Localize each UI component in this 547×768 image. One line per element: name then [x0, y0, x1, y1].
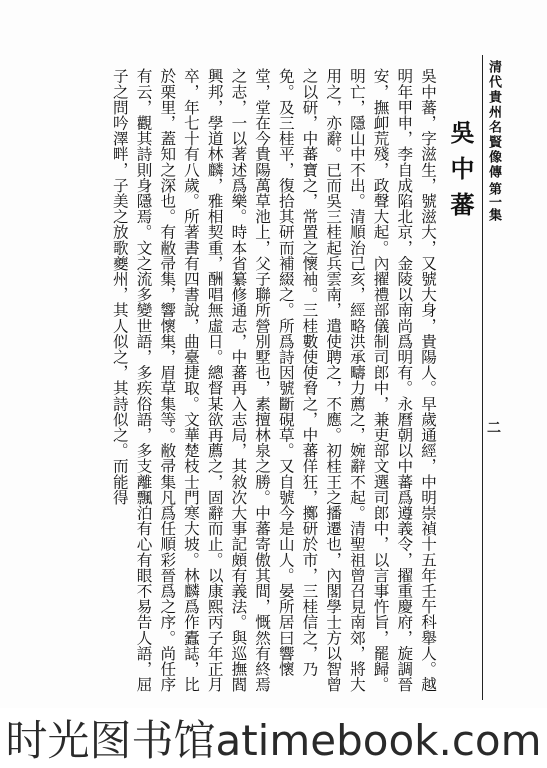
running-head-volume: 第一集 — [486, 182, 501, 221]
page-number: 二 — [485, 420, 501, 434]
watermark-banner: 时光图书馆atimebook.com — [0, 708, 547, 768]
header-divider — [482, 55, 483, 700]
article-title: 吳中蕃 — [446, 120, 475, 228]
article-body: 吳中蕃，字滋生，號滋大，又號大身，貴陽人。早歲通經，中明崇禎十五年壬午科舉人。越明年甲申，李自成陷北京，金陵以南尚爲明有。永曆朝以中蕃爲遵義令，擢重慶府，旋調晉安，撫卹荒殘，政聲大起。內擢禮部儀制司郎中，兼吏部文選司郎中，以言事忤旨，罷歸。明亡，隱山中不出。清順治己亥，經略洪承疇力薦之，婉辭不起。清聖祖曾召見南郊，將大用之，亦辭。已而吳三桂起兵雲南，遣使聘之，不應。初桂王之播遷也，內閣學士方以智曾之以研，中蕃寶之，常置之懷袖。三桂數使使脅之，中蕃佯狂，擲研於市，三桂信之，乃免。及三桂平，復拾其研而補綴之。所爲詩因號斷硯草。又自號今是山人。晏所居曰響懷堂，堂在今貴陽萬草池上，父子聯所營別墅也，素擅林泉之勝。中蕃寄傲其間，慨然有終焉之志，一以著述爲樂。時本省纂修通志，中蕃再入志局，其敘次大事記頗有義法。與巡撫閻興邦，學道林麟，雅相契重，酬唱無虛日。總督某欲再薦之，固辭而止。以康熙丙子年正月卒，年七十有八歲。所著書有四書說，曲臺捷取。文華楚枝士門寒大坡。林麟爲作蠹誌，比於栗里，蓋知之深也。有敝帚集，響懷集，眉草集等。敝帚集凡爲任順彩晉爲之序。尚任序有云，觀其詩則身隱焉。文之流多變世語，多疾俗語，多支離飄泊有心有眼不易告人語，屈子之問吟澤畔，子美之放歌夔州，其人似之，其詩似之。而能得 — [110, 68, 437, 692]
running-head-title: 清代貴州名賢像傳 — [486, 60, 501, 180]
